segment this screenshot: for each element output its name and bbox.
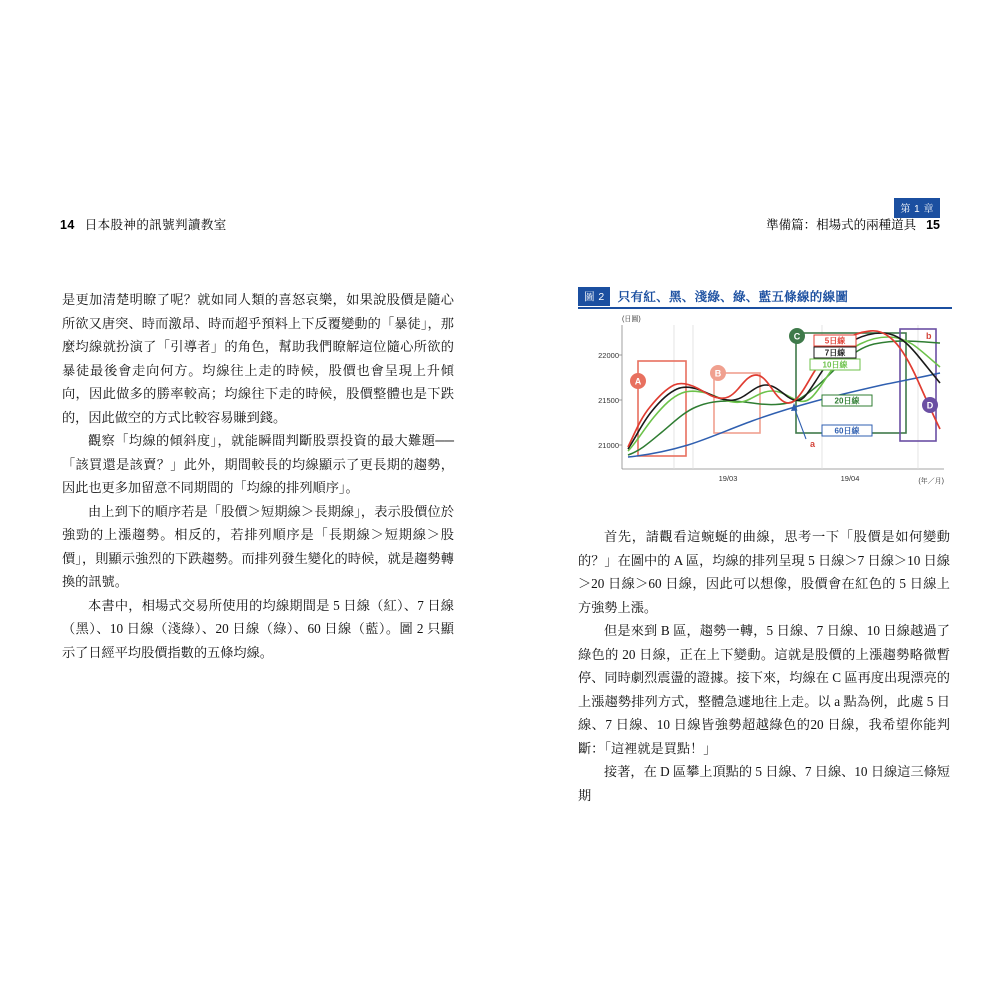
zone-badge-b-label: B bbox=[714, 368, 722, 379]
zone-badge-d-label: D bbox=[926, 400, 934, 411]
paragraph-r2: 但是來到 B 區，趨勢一轉，5 日線、7 日線、10 日線越過了綠色的 20 日線，正在上下變動。這就是股價的上漲趨勢略微暫停、同時劇烈震盪的證據。接下來，均線在 C 區再度出現漂亮的上漲趨勢排列方式，整體急遽地往上走。以 a 點為例，此處 5 日線、7 日線、10 日線皆強勢超越綠色的20 日線，我希望你能判斷：「這裡就是買點！」 bbox=[578, 623, 950, 756]
running-head-right-text: 準備篇：相場式的兩種道具 bbox=[766, 218, 917, 232]
figure-chart-area bbox=[578, 311, 952, 499]
legend-label-10: 10日線 bbox=[822, 360, 848, 370]
page-folio-right: 15 bbox=[926, 218, 940, 232]
ytick-21500: 21500 bbox=[598, 396, 619, 405]
xtick-1904: 19/04 bbox=[840, 474, 860, 483]
xtick-1903: 19/03 bbox=[718, 474, 738, 483]
figure-title: 只有紅、黑、淺綠、綠、藍五條線的線圖 bbox=[617, 290, 849, 304]
paragraph-l3: 由上到下的順序若是「股價＞短期線＞長期線」，表示股價位於強勁的上漲趨勢。相反的，若排列順序是「長期線＞短期線＞股價」，則顯示強烈的下跌趨勢。而排列發生變化的時候，就是趨勢轉換的訊號。 bbox=[62, 503, 454, 589]
running-head-left-text: 日本股神的訊號判讀教室 bbox=[84, 218, 227, 232]
annotation-label-b: b bbox=[926, 331, 932, 341]
running-head-left bbox=[60, 215, 227, 233]
figure-2 bbox=[578, 285, 952, 500]
paragraph-r1: 首先，請觀看這蜿蜒的曲線，思考一下「股價是如何變動的？」在圖中的 A 區，均線的排列呈現 5 日線＞7 日線＞10 日線＞20 日線＞60 日線，因此可以想像，股價會在紅色的 5 日線上方強勢上漲。 bbox=[578, 529, 950, 615]
body-column-left bbox=[62, 288, 454, 664]
legend-label-20: 20日線 bbox=[834, 396, 860, 406]
paragraph-l4: 本書中，相場式交易所使用的均線期間是 5 日線（紅）、7 日線（黑）、10 日線（淺綠）、20 日線（綠）、60 日線（藍）。圖 2 只顯示了日經平均股價指數的五條均線。 bbox=[62, 597, 454, 660]
x-axis-unit-label: (年／月) bbox=[918, 478, 944, 485]
zone-badge-a-label: A bbox=[634, 376, 642, 387]
figure-caption bbox=[578, 285, 952, 309]
paragraph-l2: 觀察「均線的傾斜度」，就能瞬間判斷股票投資的最大難題──「該買還是該賣？」此外，期間較長的均線顯示了更長期的趨勢，因此也更多加留意不同期間的「均線的排列順序」。 bbox=[62, 433, 454, 495]
page-folio-left: 14 bbox=[60, 218, 75, 232]
zone-badge-c-label: C bbox=[793, 331, 801, 342]
ytick-21000: 21000 bbox=[598, 441, 619, 450]
paragraph-r3: 接著，在 D 區攀上頂點的 5 日線、7 日線、10 日線這三條短期 bbox=[578, 764, 950, 803]
chapter-badge: 第 1 章 bbox=[894, 198, 940, 218]
running-head-right bbox=[766, 215, 940, 233]
annotation-label-a: a bbox=[810, 439, 816, 449]
legend-label-7: 7日線 bbox=[824, 348, 846, 358]
line-chart-svg bbox=[578, 311, 952, 499]
y-axis-unit-label: (日圓) bbox=[622, 316, 641, 323]
legend-label-5: 5日線 bbox=[824, 336, 846, 346]
body-column-right bbox=[578, 525, 950, 807]
figure-number-badge: 圖 2 bbox=[578, 287, 610, 306]
ytick-22000: 22000 bbox=[598, 351, 619, 360]
paragraph-l1: 是更加清楚明瞭了呢？就如同人類的喜怒哀樂，如果說股價是隨心所欲又唐突、時而激昂、時而超乎預料上下反覆變動的「暴徒」，那麼均線就扮演了「引導者」的角色，幫助我們瞭解這位隨心所欲的暴徒最後會走向何方。均線往上走的時候，股價也會呈現上升傾向，因此做多的勝率較高；均線往下走的時候，股價整體也是下跌的，因此做空的方式比較容易賺到錢。 bbox=[62, 292, 454, 425]
legend-label-60: 60日線 bbox=[834, 426, 860, 436]
